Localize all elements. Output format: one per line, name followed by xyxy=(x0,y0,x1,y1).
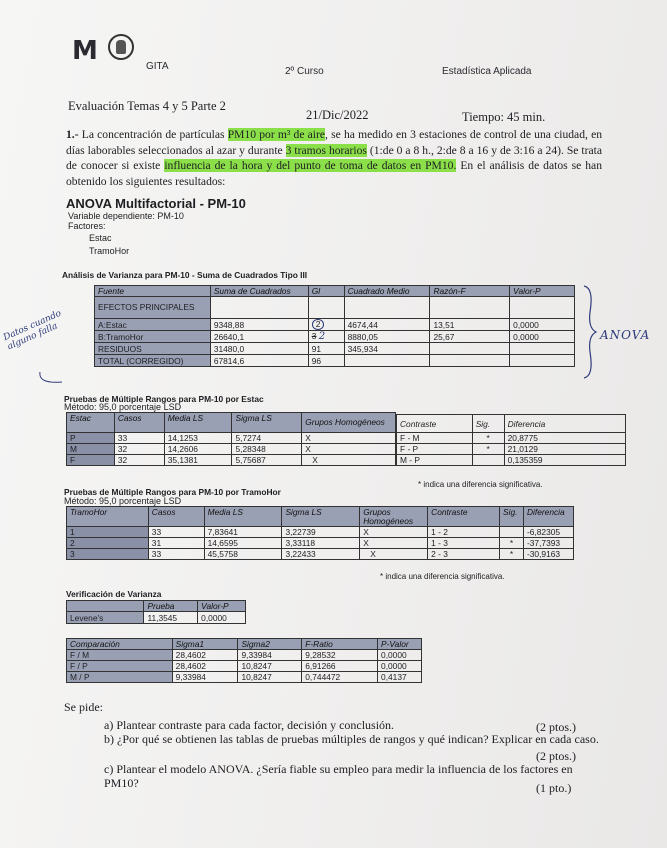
cell: 5,28348 xyxy=(232,444,302,455)
cell: X xyxy=(360,527,428,538)
col-sigma2: Sigma2 xyxy=(238,639,302,650)
factors-label: Factores: xyxy=(68,221,106,231)
highlight-influencia: influencia de la hora y del punto de toma de datos en PM10. xyxy=(164,159,457,172)
cell: F / M xyxy=(67,650,173,661)
table-row xyxy=(95,343,575,355)
handwritten-brace-icon xyxy=(582,284,598,380)
question-a-points: (2 ptos.) xyxy=(536,720,576,734)
levene-header-row xyxy=(67,601,246,612)
col-contraste: Contraste xyxy=(397,415,473,433)
cell: F xyxy=(67,455,115,466)
cell: M xyxy=(67,444,115,455)
cell: 28,4602 xyxy=(172,661,238,672)
table-row xyxy=(67,455,396,466)
cell: X xyxy=(302,433,396,444)
col-valor-p: Valor-P xyxy=(510,286,575,297)
cell: 67814,6 xyxy=(210,355,308,367)
estac-contrast-table xyxy=(396,414,626,466)
cell: 25,67 xyxy=(430,331,510,343)
cell: X xyxy=(302,455,396,466)
cell: 0,0000 xyxy=(378,661,422,672)
estac-significance-note: * indica una diferencia significativa. xyxy=(418,480,543,489)
cell: 28,4602 xyxy=(172,650,238,661)
cell: 33 xyxy=(114,433,164,444)
table-row xyxy=(95,331,575,343)
cell: 96 xyxy=(308,355,344,367)
col-diferencia: Diferencia xyxy=(523,507,573,527)
cell: 1 - 3 xyxy=(428,538,500,549)
col-valor-p: Valor-P xyxy=(198,601,246,612)
col-fuente: Fuente xyxy=(95,286,211,297)
cell: 9,33984 xyxy=(238,650,302,661)
col-contraste: Contraste xyxy=(428,507,500,527)
cell: * xyxy=(472,444,504,455)
cell: 33 xyxy=(148,549,204,560)
exam-date: 21/Dic/2022 xyxy=(306,108,369,122)
col-estac: Estac xyxy=(67,413,115,433)
cell: 0,744472 xyxy=(302,672,378,683)
col-grupos: Grupos Homogéneos xyxy=(360,507,428,527)
estac-test-method: Método: 95,0 porcentaje LSD xyxy=(64,402,182,412)
cell xyxy=(472,455,504,466)
contrast-header-row xyxy=(397,415,626,433)
cell: * xyxy=(500,538,524,549)
table-row xyxy=(67,661,422,672)
col-comparacion: Comparación xyxy=(67,639,173,650)
cell: 345,934 xyxy=(344,343,430,355)
cell: 32 xyxy=(114,455,164,466)
table-row xyxy=(67,527,574,538)
question-b-points: (2 ptos.) xyxy=(536,749,576,763)
row-total-label: TOTAL (CORREGIDO) xyxy=(95,355,211,367)
org-label: GITA xyxy=(146,61,169,72)
exam-title: Evaluación Temas 4 y 5 Parte 2 xyxy=(68,99,226,113)
handwritten-arrow-icon xyxy=(36,370,66,390)
cell: 91 xyxy=(308,343,344,355)
table-row xyxy=(67,433,396,444)
col-cuadrado-medio: Cuadrado Medio xyxy=(344,286,430,297)
problem-text-1: La concentración de partículas xyxy=(81,128,225,141)
cell: 14,1253 xyxy=(164,433,232,444)
estac-header-row xyxy=(67,413,396,433)
col-sig: Sig. xyxy=(472,415,504,433)
anova-title: ANOVA Multifactorial - PM-10 xyxy=(66,196,246,211)
col-f-ratio: F-Ratio xyxy=(302,639,378,650)
highlight-tramos: 3 tramos horarios xyxy=(285,143,367,157)
cell: 0,0000 xyxy=(198,612,246,624)
col-sigma-ls: Sigma LS xyxy=(232,413,302,433)
table-row xyxy=(67,549,574,560)
table-row xyxy=(67,672,422,683)
cell: M - P xyxy=(397,455,473,466)
tramo-table xyxy=(66,506,574,560)
cell: 32 xyxy=(114,444,164,455)
cell: -37,7393 xyxy=(523,538,573,549)
col-casos: Casos xyxy=(114,413,164,433)
cell: 33 xyxy=(148,527,204,538)
question-a: a) Plantear contraste para cada factor, decisión y conclusión. xyxy=(104,718,395,732)
estac-test-title: Pruebas de Múltiple Rangos para PM-10 por Estac xyxy=(64,394,264,404)
cell: 1 xyxy=(67,527,149,538)
levene-table xyxy=(66,600,246,624)
cell: 35,1381 xyxy=(164,455,232,466)
cell: 0,0000 xyxy=(510,331,575,343)
table-row xyxy=(67,612,246,624)
cell: 0,4137 xyxy=(378,672,422,683)
question-c-points: (1 pto.) xyxy=(536,781,572,795)
estac-means-table xyxy=(66,412,396,466)
cell: 2 - 3 xyxy=(428,549,500,560)
questions-intro: Se pide: xyxy=(64,700,103,714)
cell: 2 xyxy=(67,538,149,549)
problem-text-3: (1:de 0 a 8 h., 2:de 8 a 16 y de 3:16 a 24). Se trata de conocer si existe xyxy=(66,143,602,172)
cell: F - P xyxy=(397,444,473,455)
col-gl: Gl xyxy=(308,286,344,297)
problem-text-2: , se ha medido en 3 estaciones de control de una ciudad, en días laborables seleccionados al azar y durante xyxy=(66,128,603,157)
table-row xyxy=(67,444,396,455)
cell: 3,33118 xyxy=(282,538,360,549)
university-seal-icon xyxy=(108,34,134,60)
cell: X xyxy=(360,549,428,560)
variance-title: Verificación de Varianza xyxy=(66,589,162,599)
question-b: b) ¿Por qué se obtienen las tablas de pruebas múltiples de rangos y qué indican? Explicar en cada caso. xyxy=(104,732,599,746)
cell: 0,135359 xyxy=(504,455,625,466)
problem-number: 1.- xyxy=(66,128,79,141)
table-row xyxy=(95,319,575,331)
handwritten-gl-fix: 2 xyxy=(318,331,326,342)
comparison-header-row xyxy=(67,639,422,650)
cell: P xyxy=(67,433,115,444)
table-row xyxy=(397,444,626,455)
table-row xyxy=(397,455,626,466)
table-row xyxy=(95,355,575,367)
cell: -30,9163 xyxy=(523,549,573,560)
cell: 3,22433 xyxy=(282,549,360,560)
col-grupos: Grupos Homogéneos xyxy=(302,413,396,433)
cell: 6,91266 xyxy=(302,661,378,672)
cell xyxy=(500,527,524,538)
tramo-significance-note: * indica una diferencia significativa. xyxy=(380,572,505,581)
subject-label: Estadística Aplicada xyxy=(442,66,532,77)
cell: -6,82305 xyxy=(523,527,573,538)
handwritten-anova-label: ANOVA xyxy=(600,328,651,342)
cell: 3 xyxy=(67,549,149,560)
cell: 4674,44 xyxy=(344,319,430,331)
cell: 0,0000 xyxy=(510,319,575,331)
university-logo-text: M xyxy=(72,36,96,66)
cell: 10,8247 xyxy=(238,672,302,683)
cell: 5,7274 xyxy=(232,433,302,444)
cell: 7,83641 xyxy=(204,527,282,538)
cell: Levene's xyxy=(67,612,144,624)
cell: 31480,0 xyxy=(210,343,308,355)
cell: 26640,1 xyxy=(210,331,308,343)
cell: F / P xyxy=(67,661,173,672)
cell: 14,2606 xyxy=(164,444,232,455)
col-sig: Sig. xyxy=(500,507,524,527)
comparison-table xyxy=(66,638,422,683)
tramo-header-row xyxy=(67,507,574,527)
row-residuos-label: RESIDUOS xyxy=(95,343,211,355)
course-label: 2º Curso xyxy=(285,66,324,77)
row-efectos: EFECTOS PRINCIPALES xyxy=(95,297,211,319)
col-suma-cuadrados: Suma de Cuadrados xyxy=(210,286,308,297)
cell: F - M xyxy=(397,433,473,444)
handwritten-side-note: Datos cuando alguno falla xyxy=(2,308,63,353)
table-row xyxy=(95,297,575,319)
table-row xyxy=(67,538,574,549)
col-sigma1: Sigma1 xyxy=(172,639,238,650)
cell: 20,8775 xyxy=(504,433,625,444)
col-media-ls: Media LS xyxy=(204,507,282,527)
cell: 9,28532 xyxy=(302,650,378,661)
cell: 9,33984 xyxy=(172,672,238,683)
cell: X xyxy=(360,538,428,549)
question-c: c) Plantear el modelo ANOVA. ¿Sería fiable su empleo para medir la influencia de los factores en PM10? xyxy=(104,762,573,790)
col-media-ls: Media LS xyxy=(164,413,232,433)
cell: * xyxy=(500,549,524,560)
anova-table xyxy=(94,285,575,367)
row-tramohor-label: B:TramoHor xyxy=(95,331,211,343)
problem-statement xyxy=(66,127,602,189)
col-razon-f: Razón-F xyxy=(430,286,510,297)
anova-header-row xyxy=(95,286,575,297)
table-row xyxy=(397,433,626,444)
table-row xyxy=(67,650,422,661)
row-estac-label: A:Estac xyxy=(95,319,211,331)
col-p-valor: P-Valor xyxy=(378,639,422,650)
col-blank xyxy=(67,601,144,612)
col-casos: Casos xyxy=(148,507,204,527)
dependent-variable: Variable dependiente: PM-10 xyxy=(68,211,184,221)
cell: 14,6595 xyxy=(204,538,282,549)
highlight-pm10: PM10 por m³ de aire xyxy=(227,128,326,141)
cell: 3,22739 xyxy=(282,527,360,538)
factor-estac: Estac xyxy=(89,233,112,243)
col-diferencia: Diferencia xyxy=(504,415,625,433)
cell: M / P xyxy=(67,672,173,683)
tramo-test-title: Pruebas de Múltiple Rangos para PM-10 por TramoHor xyxy=(64,487,281,497)
cell: 45,5758 xyxy=(204,549,282,560)
gl-cell-circled: 2 xyxy=(308,319,344,331)
cell: 1 - 2 xyxy=(428,527,500,538)
cell: * xyxy=(472,433,504,444)
cell: 0,0000 xyxy=(378,650,422,661)
anova-table-title: Análisis de Varianza para PM-10 - Suma de Cuadrados Tipo III xyxy=(62,270,308,280)
cell: X xyxy=(302,444,396,455)
col-tramohor: TramoHor xyxy=(67,507,149,527)
cell: 31 xyxy=(148,538,204,549)
col-sigma-ls: Sigma LS xyxy=(282,507,360,527)
problem-text-4: En el análisis de datos se han obtenido los siguientes resultados: xyxy=(66,159,603,188)
tramo-test-method: Método: 95,0 porcentaje LSD xyxy=(64,496,182,506)
cell: 10,8247 xyxy=(238,661,302,672)
cell: 5,75687 xyxy=(232,455,302,466)
cell: 21,0129 xyxy=(504,444,625,455)
cell: 11,3545 xyxy=(144,612,198,624)
cell: 8880,05 xyxy=(344,331,430,343)
col-prueba: Prueba xyxy=(144,601,198,612)
factor-tramohor: TramoHor xyxy=(89,246,130,256)
cell: 13,51 xyxy=(430,319,510,331)
gl-cell-corrected: 3 2 xyxy=(308,331,344,343)
exam-time: Tiempo: 45 min. xyxy=(462,110,546,124)
cell: 9348,88 xyxy=(210,319,308,331)
